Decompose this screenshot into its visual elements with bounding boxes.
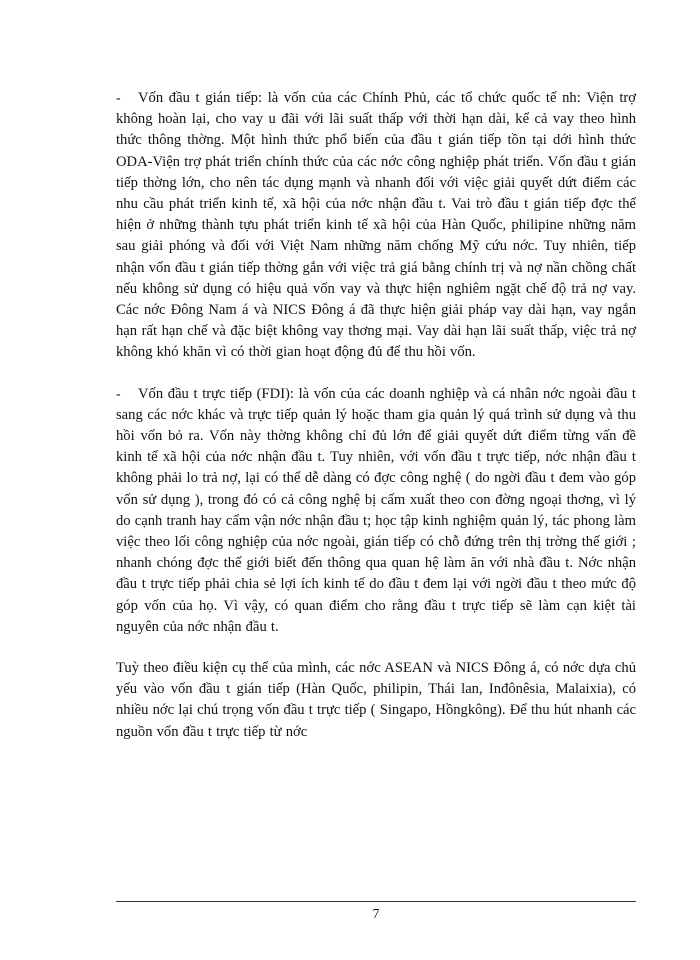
paragraph-text: Vốn đầu t trực tiếp (FDI): là vốn của các doanh nghiệp và cá nhân nớc ngoài đầu t sang các nớc khác và trực tiếp quản lý hoặc tham gia quản lý quá trình sử dụng và thu hồi vốn bỏ ra. Vốn này thờng không chỉ đủ lớn để giải quyết dứt điểm từng vấn đề kinh tế xã hội của nớc nhận đầu t. Tuy nhiên, với vốn đầu t trực tiếp, nớc nhận đầu t không phải lo trả nợ, lại có thể dễ dàng có đợc công nghệ ( do ngời đầu t đem vào góp vốn sử dụng ), trong đó có cả công nghệ bị cấm xuất theo con đờng ngoại thơng, vì lý do cạnh tranh hay cấm vận nớc nhận đầu t; học tập kinh nghiệm quản lý, tác phong làm việc theo lối công nghiệp của nớc ngoài, gián tiếp có chỗ đứng trên thị trờng thế giới ; nhanh chóng đợc thế giới biết đến thông qua quan hệ làm ăn với nhà đầu t. Nớc nhận đầu t trực tiếp phải chia sẻ lợi ích kinh tế do đầu t đem lại với ngời đầu t theo mức độ góp vốn của họ. Vì vậy, có quan điểm cho rằng đầu t trực tiếp sẽ làm cạn kiệt tài nguyên của nớc nhận đầu t. [116, 385, 636, 635]
bullet-dash: - [116, 91, 121, 106]
footer-divider [116, 901, 636, 902]
paragraph-text: Tuỳ theo điều kiện cụ thể của mình, các nớc ASEAN và NICS Đông á, có nớc dựa chủ yếu vào vốn đầu t gián tiếp (Hàn Quốc, philipin, Thái lan, Inđônêsia, Malaixia), có nhiều nớc lại chú trọng vốn đầu t trực tiếp ( Singapo, Hồngkông). Để thu hút nhanh các nguồn vốn đầu t trực tiếp từ nớc [116, 660, 636, 740]
paragraph-direct-investment [116, 384, 636, 638]
paragraph-text: Vốn đầu t gián tiếp: là vốn của các Chính Phủ, các tổ chức quốc tế nh: Viện trợ không hoàn lại, cho vay u đãi với lãi suất thấp với thời hạn dài, kể cả vay theo hình thức thông thờng. Một hình thức phổ biến của đầu t gián tiếp tồn tại dới hình thức ODA-Viện trợ phát triển chính thức của các nớc công nghiệp phát triển. Vốn đầu t gián tiếp thờng lớn, cho nên tác dụng mạnh và nhanh đối với việc giải quyết dứt điểm các nhu cầu phát triển kinh tế, xã hội của nớc nhận đầu t. Vai trò đầu t gián tiếp đợc thể hiện ở những thành tựu phát triển kinh tế xã hội của Hàn Quốc, philipine những năm sau giải phóng và đối với Việt Nam những năm chống Mỹ cứu nớc. Tuy nhiên, tiếp nhận vốn đầu t gián tiếp thờng gắn với việc trả giá bằng chính trị và nợ nần chồng chất nếu không sử dụng có hiệu quả vốn vay và thực hiện nghiêm ngặt chế độ trả nợ vay. Các nớc Đông Nam á và NICS Đông á đã thực hiện giải pháp vay dài hạn, vay ngắn hạn rất hạn chế và đặc biệt không vay thơng mại. Vay dài hạn lãi suất thấp, việc trả nợ không khó khăn vì có thời gian hoạt động đủ để thu hồi vốn. [116, 90, 636, 361]
paragraph-asean-nics [116, 658, 636, 743]
page-number: 7 [372, 907, 380, 922]
bullet-dash: - [116, 386, 121, 402]
paragraph-indirect-investment [116, 88, 636, 364]
document-body [116, 88, 636, 743]
